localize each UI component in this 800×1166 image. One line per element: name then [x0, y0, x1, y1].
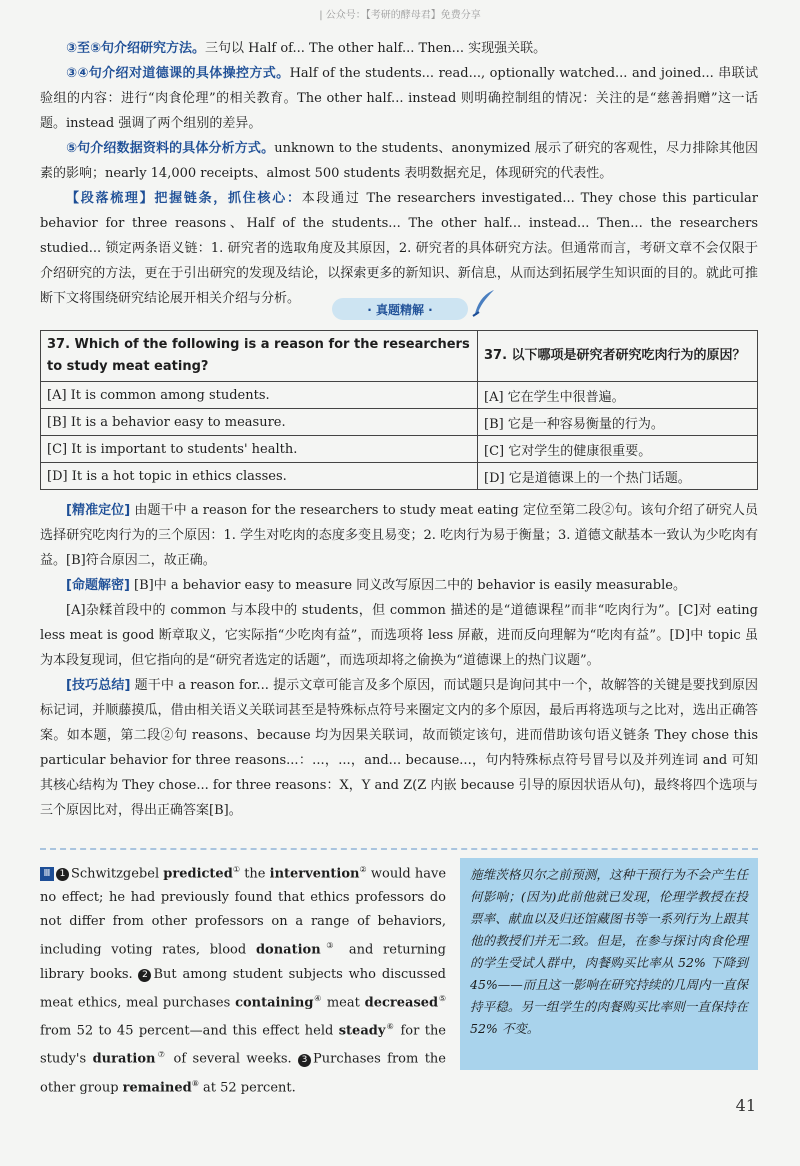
tag-locate: [精准定位] [66, 503, 131, 518]
analysis-tips [40, 673, 758, 823]
passage-t6: meat [322, 994, 365, 1010]
tag-tips: [技巧总结] [66, 678, 131, 693]
tag-decode: [命题解密] [66, 578, 130, 593]
word-steady: steady [338, 1023, 386, 1039]
note-4-head: 【段落梳理】把握链条，抓住核心： [66, 191, 302, 206]
passage-t5: But among student subjects who discussed meat ethics, meal purchases [40, 966, 447, 1010]
note-marker-8: ⑧ [191, 1078, 199, 1088]
note-marker-5: ⑤ [438, 993, 447, 1003]
passage-t2: the [240, 866, 270, 882]
note-3 [40, 136, 758, 186]
translation-text: 施维茨格贝尔之前预测，这种干预行为不会产生任何影响；(因为)此前他就已发现，伦理学教授在投票率、献血以及归还馆藏图书等一系列行为上跟其他的教授们并无二致。但是，在参与探讨肉食伦理的学生受试人群中，肉餐购买比率从 52% 下降到 45%——而且这一影响在研究持续的几周内一直保持平稳。另一组学生的肉餐购买比率则一直保持在 52% 不变。 [470, 867, 748, 1036]
word-remained: remained [122, 1079, 192, 1095]
analysis-block [40, 498, 758, 823]
note-2 [40, 61, 758, 136]
option-d-zh: [D] 它是道德课上的一个热门话题。 [478, 463, 758, 490]
note-marker-4: ④ [313, 993, 322, 1003]
option-c-en: [C] It is important to students' health. [41, 436, 478, 463]
passage-text [40, 858, 446, 1100]
passage-t11: at 52 percent. [198, 1079, 296, 1095]
word-donation: donation [255, 942, 321, 958]
section-number-icon: Ⅲ [40, 867, 54, 881]
option-c-zh: [C] 它对学生的健康很重要。 [478, 436, 758, 463]
passage-t3: would have no effect; he had previously found that ethics professors do not differ from other professors on a range of behaviors, including voting rates, blood [40, 866, 447, 958]
page-number: 41 [735, 1096, 756, 1115]
note-1-body: 三句以 Half of... The other half... Then... 实现强关联。 [205, 41, 547, 56]
word-intervention: intervention [269, 866, 360, 882]
passage-paragraph [40, 858, 446, 1100]
question-zh: 37. 以下哪项是研究者研究吃肉行为的原因？ [478, 331, 758, 382]
watermark: | 公众号：【考研的酵母君】免费分享 [319, 10, 481, 21]
analysis-locate-body: 由题干中 a reason for the researchers to study meat eating 定位至第二段②句。该句介绍了研究人员选择研究吃肉行为的三个原因：1. 学生对吃肉的态度多变且易变；2. 吃肉行为易于衡量；3. 道德文献基本一致认为少吃肉有益。[B]符合原因二，故正确。 [40, 503, 758, 568]
note-marker-1: ① [232, 865, 241, 874]
analysis-decode-body: [B]中 a behavior easy to measure 同义改写原因二中的 behavior is easily measurable。 [129, 578, 686, 593]
word-duration: duration [92, 1051, 156, 1067]
passage-t10: Purchases from the other group [40, 1051, 447, 1095]
passage-t8: for the study's [40, 1023, 447, 1067]
quill-icon [470, 288, 496, 318]
word-predicted: predicted [163, 866, 233, 882]
note-marker-3: ③ [320, 941, 340, 951]
note-marker-6: ⑥ [385, 1021, 396, 1031]
analysis-tips-body: 题干中 a reason for... 提示文章可能言及多个原因，而试题只是询问其中一个，故解答的关键是要找到原因标记词，并顺藤摸瓜，借由相关语义关联词甚至是特殊标点符号来圈定文内的多个原因，最后再将选项与之比对，选出正确答案。如本题，第二段②句 reasons、because 均为因果关联词，故而锁定该句，进而借助该句语义链条 They chose this particular behavior for three reasons...：...，...，and... because...，句内特殊标点符号冒号以及并列连词 and 可知其核心结构为 They chose... for three reasons：X，Y and Z(Z 内嵌 because 引导的原因状语从句)，最终将四个选项与三个原因比对，得出正确答案[B]。 [40, 678, 758, 818]
note-marker-7: ⑦ [155, 1050, 168, 1060]
analysis-decode [40, 573, 758, 598]
sentence-3-marker: 3 [298, 1054, 311, 1067]
analysis-locate [40, 498, 758, 573]
passage-t7: from 52 to 45 percent—and this effect held [40, 1023, 339, 1039]
note-marker-2: ② [359, 865, 367, 874]
word-containing: containing [235, 994, 314, 1010]
analysis-distractors: [A]杂糅首段中的 common 与本段中的 students，但 common 描述的是“道德课程”而非“吃肉行为”。[C]对 eating less meat is good 断章取义，它实际指“少吃肉有益”，而选项将 less 屏蔽，进而反向理解为“吃肉有益”。[D]中 topic 虽为本段复现词，但它指向的是“研究者选定的话题”，而选项却将之偷换为“道德课上的热门议题”。 [40, 603, 758, 668]
passage-t1: Schwitzgebel [71, 866, 164, 882]
option-b-en: [B] It is a behavior easy to measure. [41, 409, 478, 436]
notes-block [40, 36, 758, 311]
option-d-en: [D] It is a hot topic in ethics classes. [41, 463, 478, 490]
sentence-2-marker: 2 [138, 969, 151, 982]
word-decreased: decreased [364, 994, 439, 1010]
option-a-en: [A] It is common among students. [41, 382, 478, 409]
section-divider [40, 848, 758, 850]
note-4 [40, 186, 758, 311]
option-a-zh: [A] 它在学生中很普遍。 [478, 382, 758, 409]
question-en: 37. Which of the following is a reason for the researchers to study meat eating? [41, 331, 478, 382]
passage-t4: and returning library books. [40, 942, 447, 982]
note-1 [40, 36, 758, 61]
note-2-head: ③④句介绍对道德课的具体操控方式。 [66, 66, 290, 81]
sentence-1-marker: 1 [56, 868, 69, 881]
option-b-zh: [B] 它是一种容易衡量的行为。 [478, 409, 758, 436]
note-3-body: unknown to the students、anonymized 展示了研究的客观性，尽力排除其他因素的影响；nearly 14,000 receipts、almost 500 students 表明数据充足，体现研究的代表性。 [40, 141, 758, 181]
note-4-body: 本段通过 The researchers investigated... They chose this particular behavior for three reasons、Half of the students... The other half... instead... Then... the researchers studied... 锁定两条语义链：1. 研究者的选取角度及其原因，2. 研究者的具体研究方法。但通常而言，考研文章不会仅限于介绍研究的方法，更在于引出研究的发现及结论，以探索更多的新知识、新信息，从而达到拓展学生知识面的目的。就此可推断下文将围绕研究结论展开相关介绍与分析。 [40, 191, 758, 306]
section-banner: · 真题精解 · [332, 298, 468, 320]
note-3-head: ⑤句介绍数据资料的具体分析方式。 [66, 141, 275, 156]
note-2-body: Half of the students... read..., optionally watched... and joined... 串联试验组的内容：进行“肉食伦理”的相关教育。The other half... instead 则明确控制组的情况：关注的是“慈善捐赠”这一话题。instead 强调了两个组别的差异。 [40, 66, 759, 131]
question-table [40, 330, 758, 490]
translation-box [460, 858, 758, 1070]
note-1-head: ③至⑤句介绍研究方法。 [66, 41, 206, 56]
passage-t9: of several weeks. [167, 1051, 298, 1067]
